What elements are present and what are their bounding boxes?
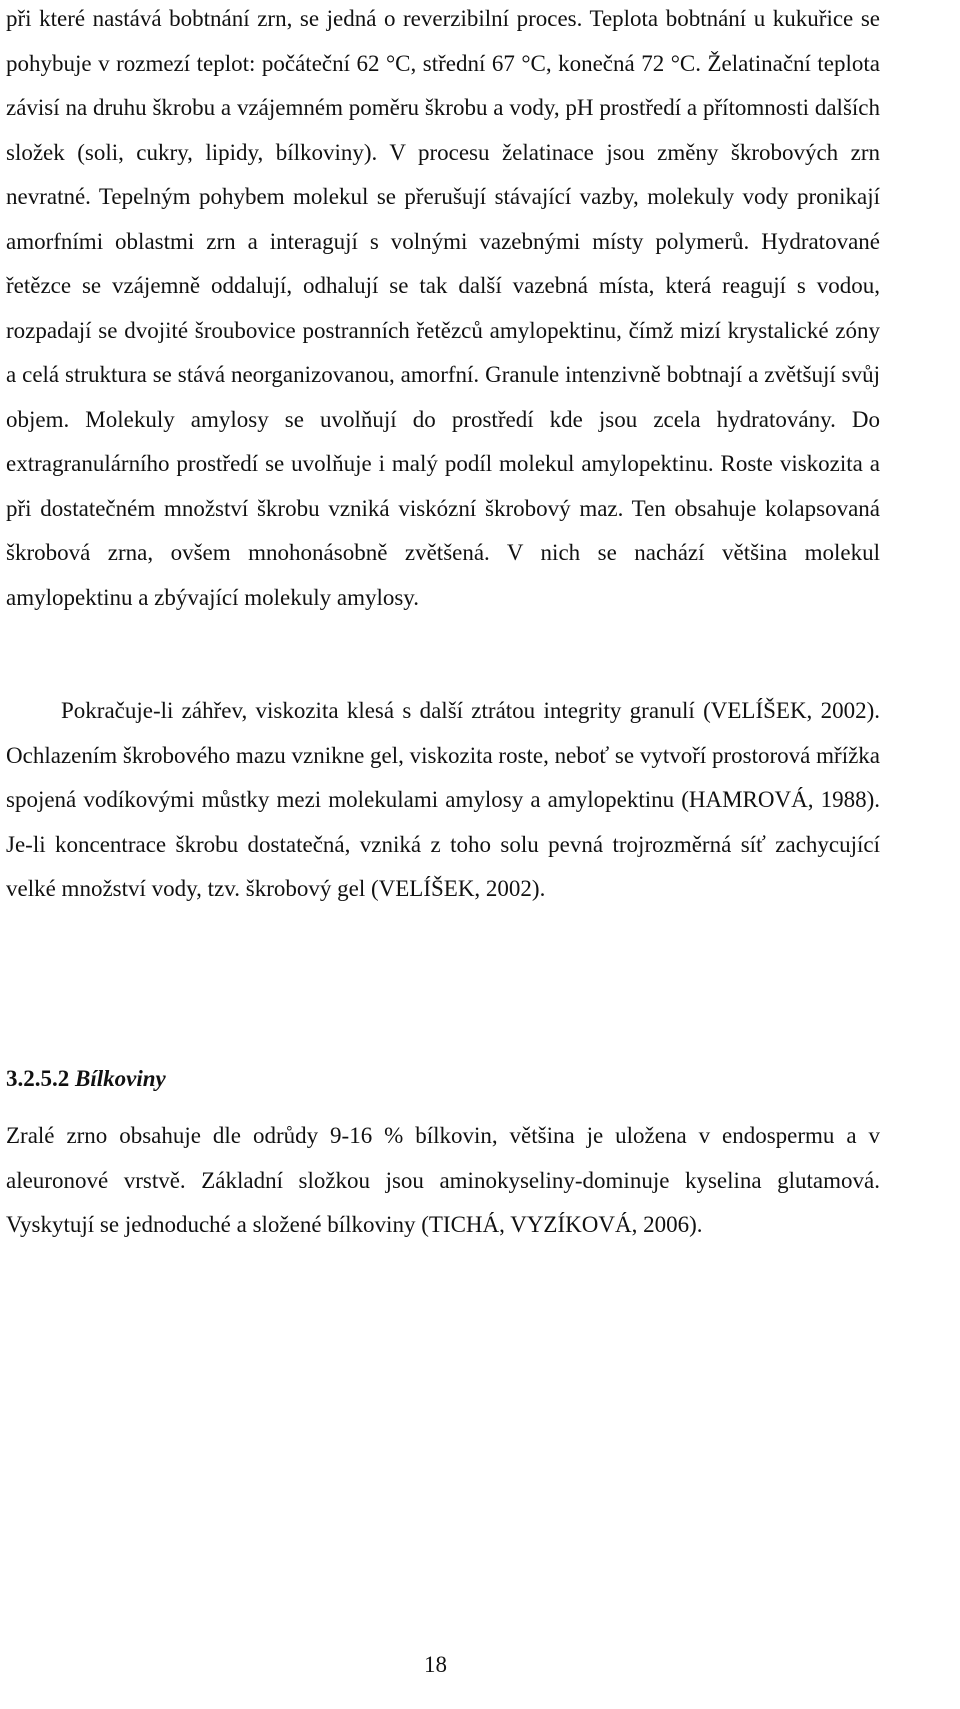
section-heading xyxy=(6,1057,166,1101)
section-title: Bílkoviny xyxy=(75,1066,166,1091)
section-number: 3.2.5.2 xyxy=(6,1066,70,1091)
paragraph-proteins: Zralé zrno obsahuje dle odrůdy 9-16 % bílkovin, většina je uložena v endospermu a v aleuronové vrstvě. Základní složkou jsou aminokyseliny-dominuje kyselina glutamová. Vyskytují se jednoduché a složené bílkoviny (TICHÁ, VYZÍKOVÁ, 2006). xyxy=(6,1123,880,1237)
paragraph-starch-gelatinization: při které nastává bobtnání zrn, se jedná o reverzibilní proces. Teplota bobtnání u kukuřice se pohybuje v rozmezí teplot: počáteční 62 °C, střední 67 °C, konečná 72 °C. Želatinační teplota závisí na druhu škrobu a vzájemném poměru škrobu a vody, pH prostředí a přítomnosti dalších složek (soli, cukry, lipidy, bílkoviny). V procesu želatinace jsou změny škrobových zrn nevratné. Tepelným pohybem molekul se přerušují stávající vazby, molekuly vody pronikají amorfními oblastmi zrn a interagují s volnými vazebnými místy polymerů. Hydratované řetězce se vzájemně oddalují, odhalují se tak další vazebná místa, která reagují s vodou, rozpadají se dvojité šroubovice postranních řetězců amylopektinu, čímž mizí krystalické zóny a celá struktura se stává neorganizovanou, amorfní. Granule intenzivně bobtnají a zvětšují svůj objem. Molekuly amylosy se uvolňují do prostředí kde jsou zcela hydratovány. Do extragranulárního prostředí se uvolňuje i malý podíl molekul amylopektinu. Roste viskozita a při dostatečném množství škrobu vzniká viskózní škrobový maz. Ten obsahuje kolapsovaná škrobová zrna, ovšem mnohonásobně zvětšená. V nich se nachází většina molekul amylopektinu a zbývající molekuly amylosy. xyxy=(6,6,880,610)
paragraph-starch-gel: Pokračuje-li záhřev, viskozita klesá s další ztrátou integrity granulí (VELÍŠEK, 2002). Ochlazením škrobového mazu vznikne gel, viskozita roste, neboť se vytvoří prostorová mřížka spojená vodíkovými můstky mezi molekulami amylosy a amylopektinu (HAMROVÁ, 1988). Je-li koncentrace škrobu dostatečná, vzniká z toho solu pevná trojrozměrná síť zachycující velké množství vody, tzv. škrobový gel (VELÍŠEK, 2002). xyxy=(6,698,880,901)
page-number: 18 xyxy=(424,1652,447,1677)
